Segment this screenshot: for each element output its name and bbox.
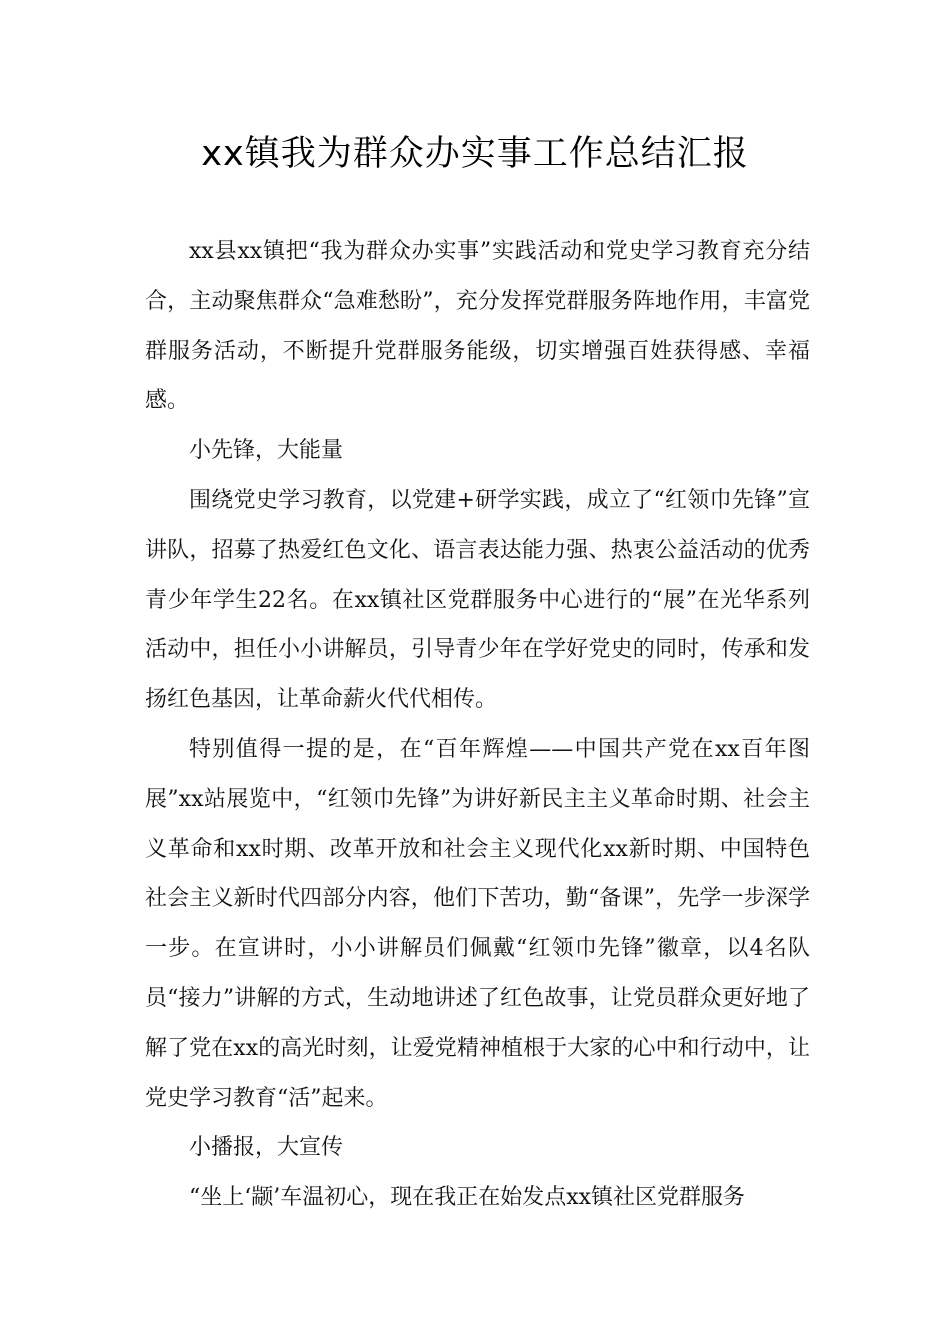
body-paragraph: 围绕党史学习教育，以党建+研学实践，成立了“红领巾先锋”宣讲队，招募了热爱红色文化、语言表达能力强、热衷公益活动的优秀青少年学生22名。在xx镇社区党群服务中心进行的“展”在光华系列活动中，担任小小讲解员，引导青少年在学好党史的同时，传承和发扬红色基因，让革命薪火代代相传。 [145, 487, 810, 713]
section-heading: 小先锋，大能量 [189, 438, 344, 464]
document-body [145, 227, 810, 1223]
body-paragraph: “坐上‘颛’车温初心，现在我正在始发点xx镇社区党群服务 [189, 1185, 746, 1211]
intro-paragraph: xx县xx镇把“我为群众办实事”实践活动和党史学习教育充分结合，主动聚焦群众“急难愁盼”，充分发挥党群服务阵地作用，丰富党群服务活动，不断提升党群服务能级，切实增强百姓获得感、幸福感。 [145, 239, 810, 414]
document-title: xx镇我为群众办实事工作总结汇报 [201, 134, 749, 174]
section-heading: 小播报，大宣传 [189, 1135, 344, 1161]
body-paragraph: 特别值得一提的是，在“百年辉煌——中国共产党在xx百年图展”xx站展览中，“红领巾先锋”为讲好新民主主义革命时期、社会主义革命和xx时期、改革开放和社会主义现代化xx新时期、中国特色社会主义新时代四部分内容，他们下苦功，勤“备课”，先学一步深学一步。在宣讲时，小小讲解员们佩戴“红领巾先锋”徽章，以4名队员“接力”讲解的方式，生动地讲述了红色故事，让党员群众更好地了解了党在xx的高光时刻，让爱党精神植根于大家的心中和行动中，让党史学习教育“活”起来。 [145, 736, 810, 1111]
